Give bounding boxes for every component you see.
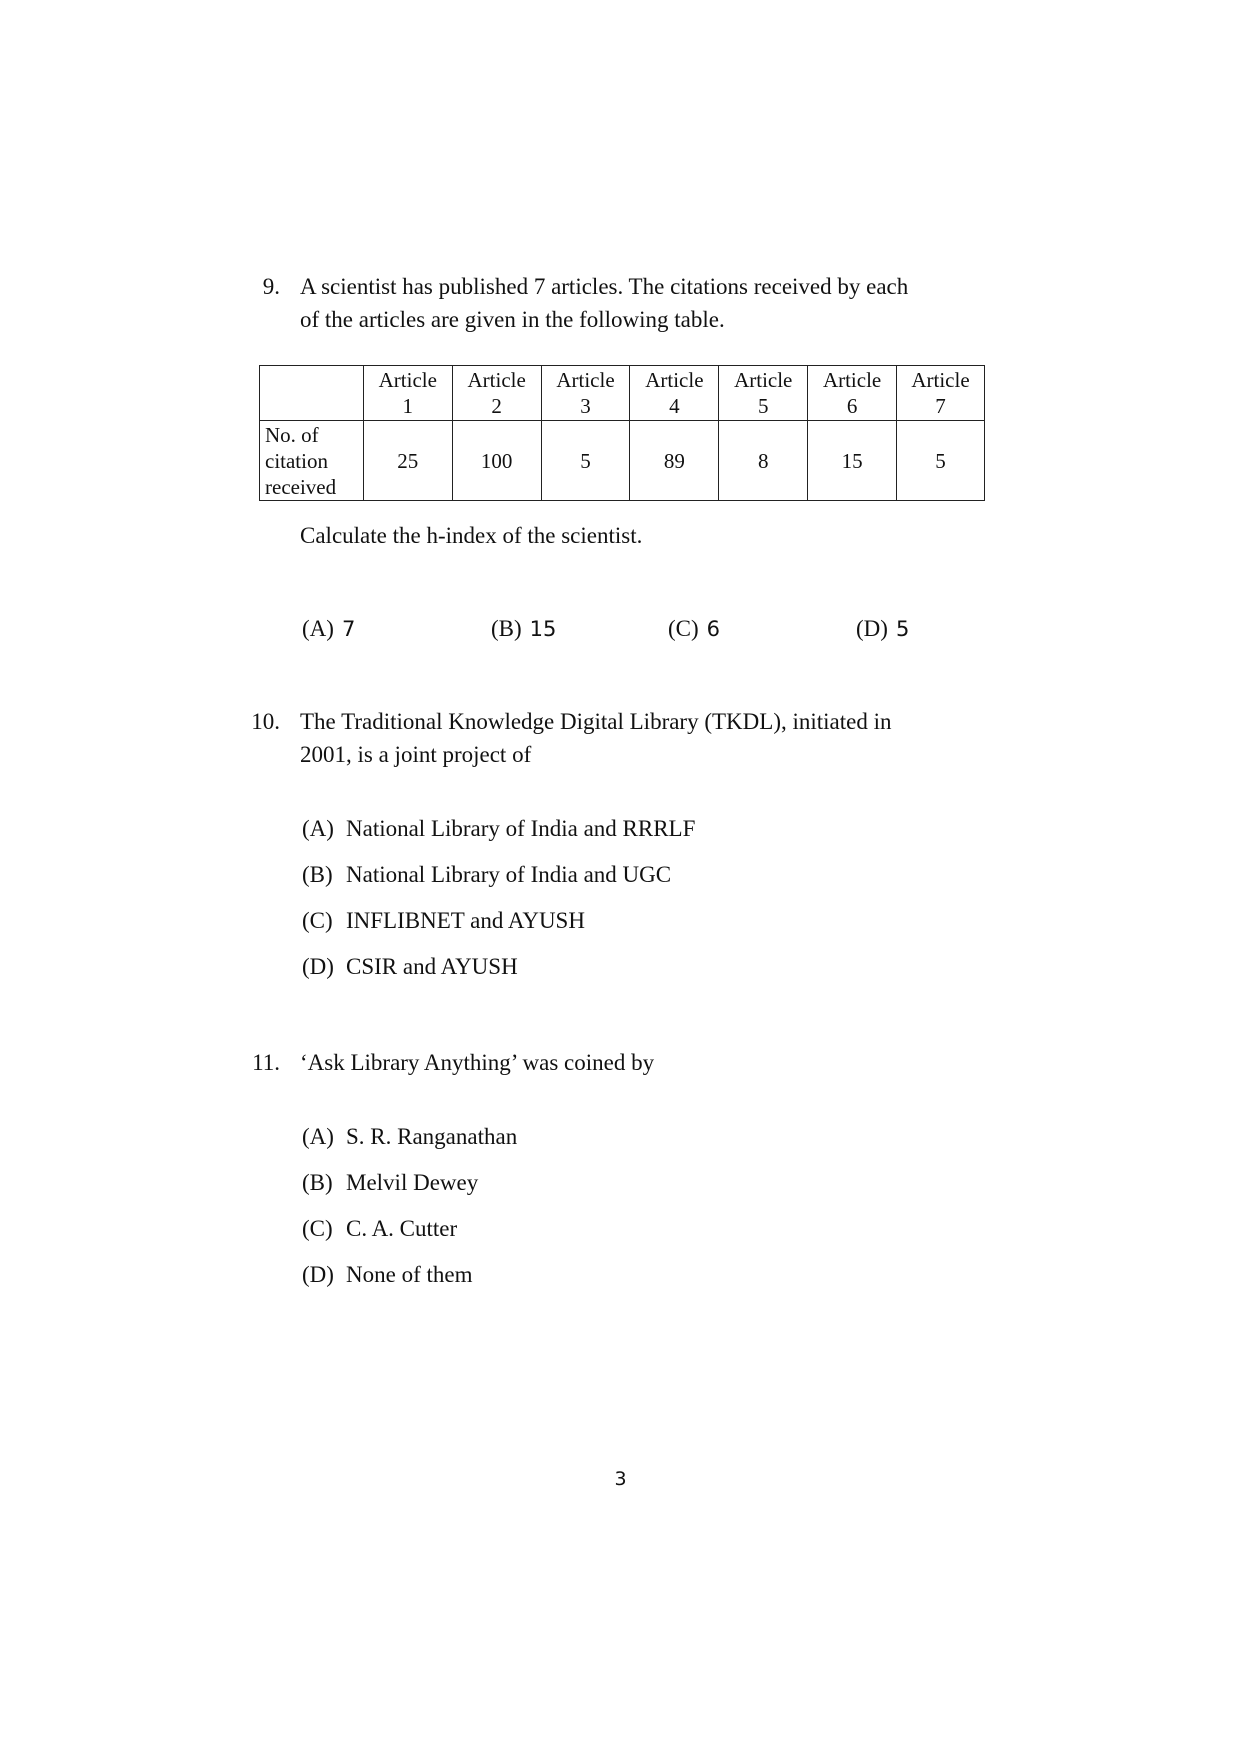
option-label: (C)	[668, 616, 699, 641]
question-text	[300, 270, 980, 336]
option-d[interactable]	[856, 616, 909, 642]
table-row-label: No. of citation received	[260, 421, 364, 501]
option-text: National Library of India and RRRLF	[346, 816, 696, 841]
option-label: (A)	[302, 816, 334, 841]
option-b[interactable]	[491, 616, 556, 642]
option-text: INFLIBNET and AYUSH	[346, 908, 585, 933]
table-cell: 89	[630, 421, 719, 501]
question-text-line: 2001, is a joint project of	[300, 742, 532, 767]
table-cell: 100	[452, 421, 541, 501]
table-cell: 5	[897, 421, 985, 501]
option-c[interactable]	[668, 616, 720, 642]
question-text	[300, 1046, 980, 1079]
option-c[interactable]	[302, 1216, 457, 1242]
option-a[interactable]	[302, 816, 695, 842]
option-label: (B)	[302, 1170, 333, 1195]
question-text-line: ‘Ask Library Anything’ was coined by	[300, 1050, 655, 1075]
option-text: C. A. Cutter	[346, 1216, 458, 1241]
option-value: 6	[706, 617, 721, 641]
option-b[interactable]	[302, 862, 671, 888]
question-text-line: of the articles are given in the following table.	[300, 307, 725, 332]
option-value: 5	[895, 617, 910, 641]
question-text	[300, 705, 980, 771]
option-label: (B)	[491, 616, 522, 641]
option-label: (A)	[302, 616, 334, 641]
page-number: 3	[614, 1468, 627, 1490]
table-cell: 8	[719, 421, 808, 501]
table-header-cell: Article 2	[452, 366, 541, 421]
question-number: 10.	[251, 709, 280, 734]
option-a[interactable]	[302, 1124, 517, 1150]
table-header-cell: Article 7	[897, 366, 985, 421]
option-label: (D)	[856, 616, 888, 641]
option-label: (C)	[302, 908, 333, 933]
option-value: 7	[341, 617, 356, 641]
question-text-line: The Traditional Knowledge Digital Library (TKDL), initiated in	[300, 709, 892, 734]
question-number: 9.	[262, 274, 280, 299]
option-label: (D)	[302, 1262, 334, 1287]
table-header-row	[260, 366, 985, 421]
option-c[interactable]	[302, 908, 585, 934]
citations-table	[259, 365, 985, 501]
table-cell: 15	[808, 421, 897, 501]
table-header-cell: Article 5	[719, 366, 808, 421]
table-header-cell: Article 4	[630, 366, 719, 421]
option-label: (A)	[302, 1124, 334, 1149]
option-d[interactable]	[302, 954, 518, 980]
question-prompt: Calculate the h-index of the scientist.	[300, 523, 643, 548]
option-text: Melvil Dewey	[346, 1170, 479, 1195]
option-b[interactable]	[302, 1170, 478, 1196]
option-text: S. R. Ranganathan	[346, 1124, 518, 1149]
table-cell: 5	[541, 421, 630, 501]
option-label: (D)	[302, 954, 334, 979]
table-row	[260, 421, 985, 501]
option-value: 15	[529, 617, 557, 641]
option-label: (C)	[302, 1216, 333, 1241]
table-header-cell: Article 6	[808, 366, 897, 421]
option-text: None of them	[346, 1262, 473, 1287]
option-label: (B)	[302, 862, 333, 887]
table-header-cell: Article 1	[363, 366, 452, 421]
question-number: 11.	[252, 1050, 280, 1075]
option-a[interactable]	[302, 616, 355, 642]
option-d[interactable]	[302, 1262, 472, 1288]
question-text-line: A scientist has published 7 articles. The citations received by each	[300, 274, 909, 299]
table-cell: 25	[363, 421, 452, 501]
option-text: National Library of India and UGC	[346, 862, 672, 887]
table-corner-cell	[260, 366, 364, 421]
table-header-cell: Article 3	[541, 366, 630, 421]
option-text: CSIR and AYUSH	[346, 954, 518, 979]
